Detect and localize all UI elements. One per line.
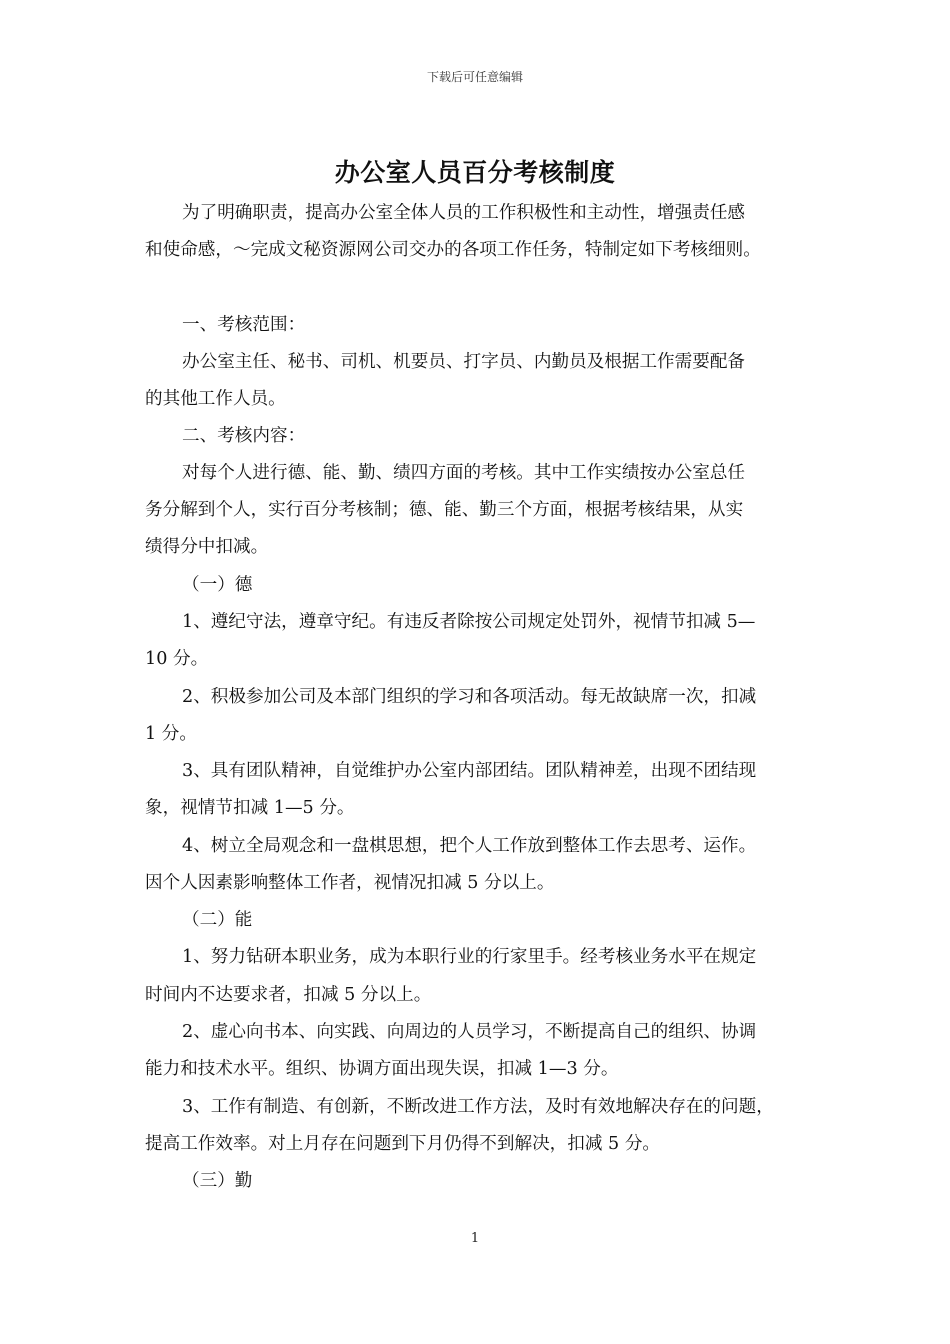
paragraph-line: 4、树立全局观念和一盘棋思想，把个人工作放到整体工作去思考、运作。 (182, 836, 757, 856)
section-heading: 二、考核内容： (182, 426, 306, 446)
paragraph-line: 绩得分中扣减。 (145, 537, 269, 557)
paragraph-line: 2、积极参加公司及本部门组织的学习和各项活动。每无故缺席一次，扣减 (182, 687, 757, 707)
paragraph-line: 3、工作有制造、有创新，不断改进工作方法，及时有效地解决存在的问题， (182, 1097, 774, 1117)
subsection-heading: （二）能 (182, 910, 253, 930)
paragraph-line: 对每个人进行德、能、勤、绩四方面的考核。其中工作实绩按办公室总任 (182, 463, 746, 483)
paragraph-line: 为了明确职责，提高办公室全体人员的工作积极性和主动性，增强责任感 (182, 203, 746, 223)
paragraph-line: 务分解到个人，实行百分考核制；德、能、勤三个方面，根据考核结果，从实 (145, 500, 744, 520)
header-note: 下载后可任意编辑 (426, 70, 523, 84)
paragraph-line: 2、虚心向书本、向实践、向周边的人员学习，不断提高自己的组织、协调 (182, 1022, 757, 1042)
subsection-heading: （一）德 (182, 575, 253, 595)
paragraph-line: 1 分。 (145, 724, 197, 744)
paragraph-line: 1、努力钻研本职业务，成为本职行业的行家里手。经考核业务水平在规定 (182, 947, 757, 967)
paragraph-line: 象，视情节扣减 1—5 分。 (145, 798, 355, 818)
section-heading: 一、考核范围： (182, 315, 306, 335)
paragraph-line: 时间内不达要求者，扣减 5 分以上。 (145, 985, 432, 1005)
paragraph-line: 10 分。 (145, 649, 209, 669)
paragraph-line: 的其他工作人员。 (145, 389, 286, 409)
page-title: 办公室人员百分考核制度 (334, 158, 616, 187)
paragraph-line: 能力和技术水平。组织、协调方面出现失误，扣减 1—3 分。 (145, 1059, 619, 1079)
paragraph-line: 和使命感，～完成文秘资源网公司交办的各项工作任务，特制定如下考核细则。 (145, 240, 761, 260)
page-number: 1 (470, 1231, 480, 1246)
paragraph-line: 办公室主任、秘书、司机、机要员、打字员、内勤员及根据工作需要配备 (182, 352, 746, 372)
paragraph-line: 提高工作效率。对上月存在问题到下月仍得不到解决，扣减 5 分。 (145, 1134, 661, 1154)
paragraph-line: 3、具有团队精神，自觉维护办公室内部团结。团队精神差，出现不团结现 (182, 761, 757, 781)
paragraph-line: 1、遵纪守法，遵章守纪。有违反者除按公司规定处罚外，视情节扣减 5— (182, 612, 756, 632)
paragraph-line: 因个人因素影响整体工作者，视情况扣减 5 分以上。 (145, 873, 555, 893)
subsection-heading: （三）勤 (182, 1171, 253, 1191)
